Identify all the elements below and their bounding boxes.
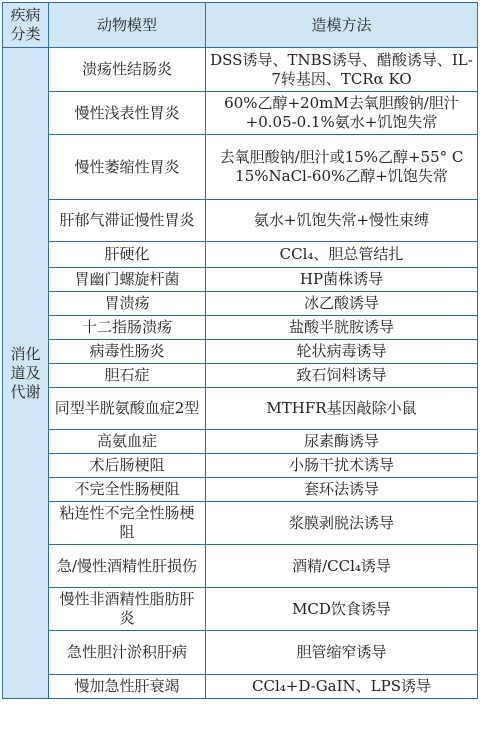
- table-row: [3, 135, 478, 200]
- model-cell: 胃溃疡: [49, 292, 206, 316]
- table-row: [3, 92, 478, 135]
- method-cell: 氨水+饥饱失常+慢性束缚: [206, 200, 478, 242]
- table-row: [3, 364, 478, 388]
- header-method: 造模方法: [206, 3, 478, 48]
- method-cell: 冰乙酸诱导: [206, 292, 478, 316]
- table-row: [3, 454, 478, 478]
- table-row: [3, 48, 478, 92]
- table-row: [3, 340, 478, 364]
- method-cell: 去氧胆酸钠/胆汁或15%乙醇+55° C 15%NaCl-60%乙醇+饥饱失常: [206, 135, 478, 200]
- model-cell: 慢性萎缩性胃炎: [49, 135, 206, 200]
- method-cell: 盐酸半胱胺诱导: [206, 316, 478, 340]
- method-cell: 尿素酶诱导: [206, 430, 478, 454]
- model-cell: 病毒性肠炎: [49, 340, 206, 364]
- model-cell: 胃幽门螺旋杆菌: [49, 268, 206, 292]
- model-cell: 慢性非酒精性脂肪肝炎: [49, 588, 206, 631]
- method-cell: CCl₄、胆总管结扎: [206, 242, 478, 268]
- model-cell: 十二指肠溃疡: [49, 316, 206, 340]
- model-cell: 慢性浅表性胃炎: [49, 92, 206, 135]
- model-cell: 溃疡性结肠炎: [49, 48, 206, 92]
- model-cell: 不完全性肠梗阻: [49, 478, 206, 502]
- model-cell: 肝硬化: [49, 242, 206, 268]
- header-category: 疾病分类: [3, 3, 49, 48]
- model-cell: 术后肠梗阻: [49, 454, 206, 478]
- model-cell: 粘连性不完全性肠梗阻: [49, 502, 206, 545]
- method-cell: 小肠干扰术诱导: [206, 454, 478, 478]
- method-cell: 酒精/CCl₄诱导: [206, 545, 478, 588]
- method-cell: MTHFR基因敲除小鼠: [206, 388, 478, 430]
- model-cell: 肝郁气滞证慢性胃炎: [49, 200, 206, 242]
- model-cell: 胆石症: [49, 364, 206, 388]
- table-row: [3, 588, 478, 631]
- table-row: [3, 200, 478, 242]
- method-cell: 轮状病毒诱导: [206, 340, 478, 364]
- method-cell: CCl₄+D-GaIN、LPS诱导: [206, 675, 478, 699]
- table-row: [3, 268, 478, 292]
- table-row: [3, 388, 478, 430]
- model-cell: 急性胆汁淤积肝病: [49, 631, 206, 675]
- table-row: [3, 502, 478, 545]
- method-cell: 套环法诱导: [206, 478, 478, 502]
- method-cell: 浆膜剥脱法诱导: [206, 502, 478, 545]
- method-cell: 胆管缩窄诱导: [206, 631, 478, 675]
- table-header-row: [3, 3, 478, 48]
- method-cell: 60%乙醇+20mM去氧胆酸钠/胆汁+0.05-0.1%氨水+饥饱失常: [206, 92, 478, 135]
- model-cell: 高氨血症: [49, 430, 206, 454]
- model-cell: 慢加急性肝衰竭: [49, 675, 206, 699]
- disease-model-table: [2, 2, 478, 699]
- method-cell: HP菌株诱导: [206, 268, 478, 292]
- model-cell: 同型半胱氨酸血症2型: [49, 388, 206, 430]
- category-cell: 消化道及代谢: [3, 48, 49, 699]
- method-cell: 致石饲料诱导: [206, 364, 478, 388]
- model-cell: 急/慢性酒精性肝损伤: [49, 545, 206, 588]
- table-row: [3, 430, 478, 454]
- table-row: [3, 316, 478, 340]
- table-row: [3, 478, 478, 502]
- table-row: [3, 292, 478, 316]
- table-row: [3, 242, 478, 268]
- method-cell: DSS诱导、TNBS诱导、醋酸诱导、IL-7转基因、TCRα KO: [206, 48, 478, 92]
- header-model: 动物模型: [49, 3, 206, 48]
- table-row: [3, 545, 478, 588]
- method-cell: MCD饮食诱导: [206, 588, 478, 631]
- table-row: [3, 631, 478, 675]
- table-row: [3, 675, 478, 699]
